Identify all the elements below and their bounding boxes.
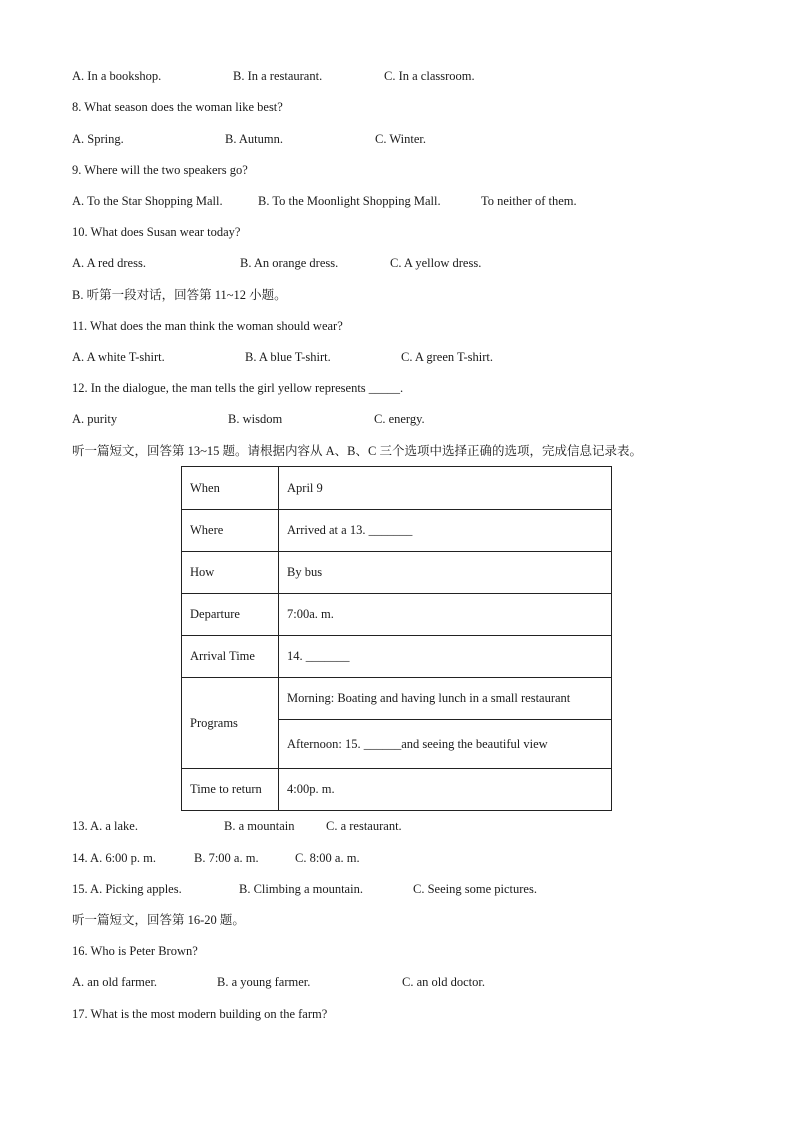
information-record-table (181, 466, 612, 811)
option-c: C. A yellow dress. (390, 256, 482, 270)
row-label-programs: Programs (182, 678, 279, 769)
question-8: 8. What season does the woman like best? (72, 100, 283, 114)
option-c: C. A green T-shirt. (401, 350, 494, 364)
option-c: C. Winter. (375, 132, 427, 146)
table-row (182, 510, 612, 552)
option-b: B. Autumn. (225, 132, 283, 146)
row-label-when: When (182, 467, 279, 510)
option-b: B. In a restaurant. (233, 69, 323, 83)
row-value-departure: 7:00a. m. (279, 594, 612, 636)
question-17: 17. What is the most modern building on the farm? (72, 1007, 328, 1021)
option-a: 14. A. 6:00 p. m. (72, 851, 157, 865)
table-row (182, 552, 612, 594)
row-value-where: Arrived at a 13. _______ (279, 510, 612, 552)
question-11: 11. What does the man think the woman should wear? (72, 319, 343, 333)
option-b: B. wisdom (228, 412, 283, 426)
question-12: 12. In the dialogue, the man tells the girl yellow represents _____. (72, 381, 404, 395)
table-row (182, 636, 612, 678)
option-b: B. 7:00 a. m. (194, 851, 259, 865)
option-b: B. A blue T-shirt. (245, 350, 331, 364)
option-a: A. an old farmer. (72, 975, 158, 989)
row-value-programs-morning: Morning: Boating and having lunch in a small restaurant (279, 678, 612, 720)
option-c: C. a restaurant. (326, 819, 402, 833)
option-a: A. To the Star Shopping Mall. (72, 194, 223, 208)
table-row (182, 594, 612, 636)
row-label-where: Where (182, 510, 279, 552)
option-a: A. purity (72, 412, 118, 426)
row-label-departure: Departure (182, 594, 279, 636)
option-a: 15. A. Picking apples. (72, 882, 182, 896)
option-c: C. 8:00 a. m. (295, 851, 360, 865)
section-b-instruction: B. 听第一段对话，回答第 11~12 小题。 (72, 288, 287, 302)
option-c: C. energy. (374, 412, 425, 426)
option-c: C. In a classroom. (384, 69, 475, 83)
option-b: B. An orange dress. (240, 256, 339, 270)
table-row (182, 678, 612, 720)
row-value-programs-afternoon: Afternoon: 15. ______and seeing the beautiful view (279, 720, 612, 769)
table-row (182, 467, 612, 510)
row-value-arrival-time: 14. _______ (279, 636, 612, 678)
row-label-arrival-time: Arrival Time (182, 636, 279, 678)
row-value-time-to-return: 4:00p. m. (279, 769, 612, 811)
row-value-when: April 9 (279, 467, 612, 510)
question-16: 16. Who is Peter Brown? (72, 944, 198, 958)
row-label-time-to-return: Time to return (182, 769, 279, 811)
option-b: B. a young farmer. (217, 975, 311, 989)
row-label-how: How (182, 552, 279, 594)
option-a: A. A white T-shirt. (72, 350, 165, 364)
passage-2-instruction: 听一篇短文，回答第 16-20 题。 (72, 913, 245, 927)
option-a: A. A red dress. (72, 256, 146, 270)
option-b: B. Climbing a mountain. (239, 882, 363, 896)
row-value-how: By bus (279, 552, 612, 594)
option-a: A. In a bookshop. (72, 69, 162, 83)
option-c: C. Seeing some pictures. (413, 882, 537, 896)
question-9: 9. Where will the two speakers go? (72, 163, 248, 177)
passage-1-instruction: 听一篇短文，回答第 13~15 题。请根据内容从 A、B、C 三个选项中选择正确的选项，完成信息记录表。 (72, 444, 642, 458)
question-10: 10. What does Susan wear today? (72, 225, 241, 239)
table-row (182, 769, 612, 811)
option-c: To neither of them. (481, 194, 577, 208)
option-c: C. an old doctor. (402, 975, 485, 989)
option-b: B. a mountain (224, 819, 295, 833)
option-a: A. Spring. (72, 132, 124, 146)
option-b: B. To the Moonlight Shopping Mall. (258, 194, 441, 208)
option-a: 13. A. a lake. (72, 819, 138, 833)
